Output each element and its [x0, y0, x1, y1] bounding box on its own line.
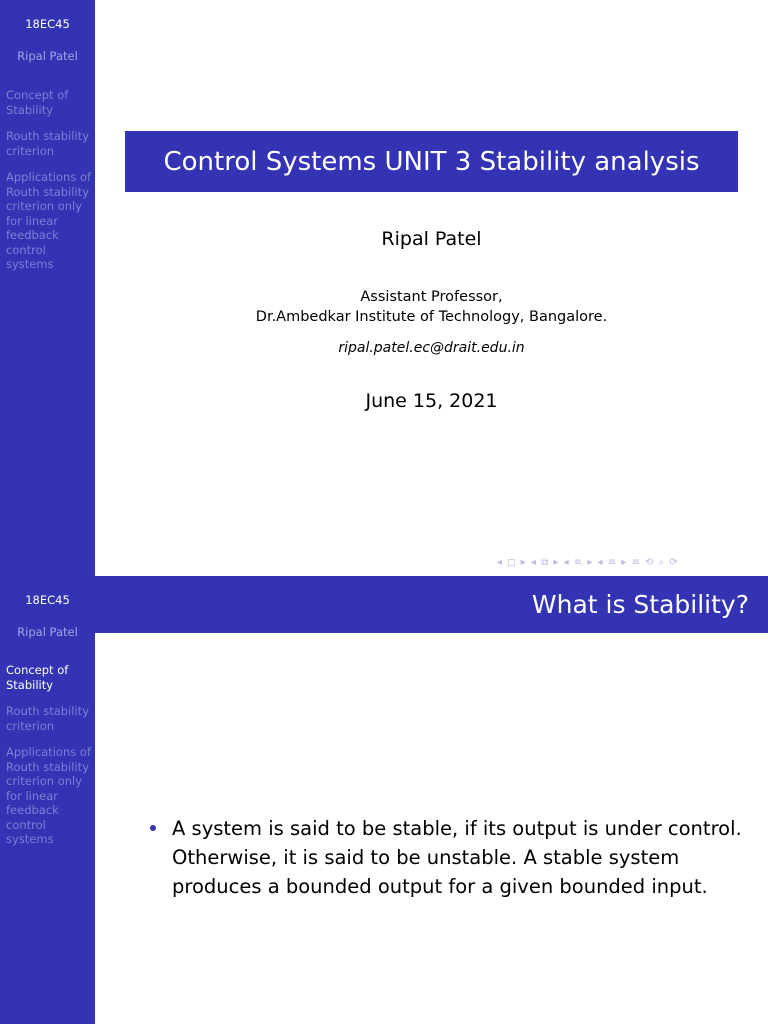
bullet-text: A system is said to be stable, if its output is under control. Otherwise, it is said to be unstable. A stable system produces a bounded output for a given bounded input. [172, 817, 742, 898]
sidebar-section-list [6, 663, 92, 859]
presentation-title-box [125, 131, 738, 192]
sidebar-item-routh-stability-criterion[interactable]: Routh stability criterion [6, 704, 89, 733]
frame-title-bar [95, 576, 768, 633]
sidebar-course-code[interactable]: 18EC45 [25, 17, 70, 31]
sidebar-course-code[interactable]: 18EC45 [25, 593, 70, 607]
presentation-title: Control Systems UNIT 3 Stability analysis [163, 146, 700, 177]
sidebar-section-list [6, 88, 92, 284]
author-position: Assistant Professor, [360, 289, 503, 305]
author-email: ripal.patel.ec@drait.edu.in [338, 340, 525, 356]
sidebar-item-routh-stability-criterion[interactable]: Routh stability criterion [6, 129, 89, 158]
presentation-date: June 15, 2021 [365, 390, 498, 412]
author-name: Ripal Patel [381, 228, 482, 250]
sidebar-item-concept-of-stability[interactable]: Concept of Stability [6, 88, 69, 117]
sidebar-item-applications[interactable]: Applications of Routh stability criterion only for linear feedback control systems [6, 745, 91, 846]
beamer-navigation-icons[interactable]: ◂ ◻ ▸ ◂ ⧉ ▸ ◂ ≡ ▸ ◂ ≡ ▸ ≡ ⟲ ⌕ ⟳ [497, 557, 679, 568]
author-affiliation [95, 287, 768, 327]
sidebar-item-concept-of-stability[interactable]: Concept of Stability [6, 663, 69, 692]
list-item [148, 814, 748, 901]
sidebar-author[interactable]: Ripal Patel [17, 625, 78, 639]
bullet-icon [150, 825, 156, 831]
sidebar [0, 576, 95, 1024]
bullet-list [148, 814, 748, 901]
sidebar-author[interactable]: Ripal Patel [17, 49, 78, 63]
sidebar-item-applications[interactable]: Applications of Routh stability criterion only for linear feedback control systems [6, 170, 91, 271]
frame-title: What is Stability? [531, 590, 749, 619]
content-slide [0, 576, 768, 1024]
sidebar [0, 0, 95, 576]
author-institute: Dr.Ambedkar Institute of Technology, Bangalore. [255, 309, 608, 325]
